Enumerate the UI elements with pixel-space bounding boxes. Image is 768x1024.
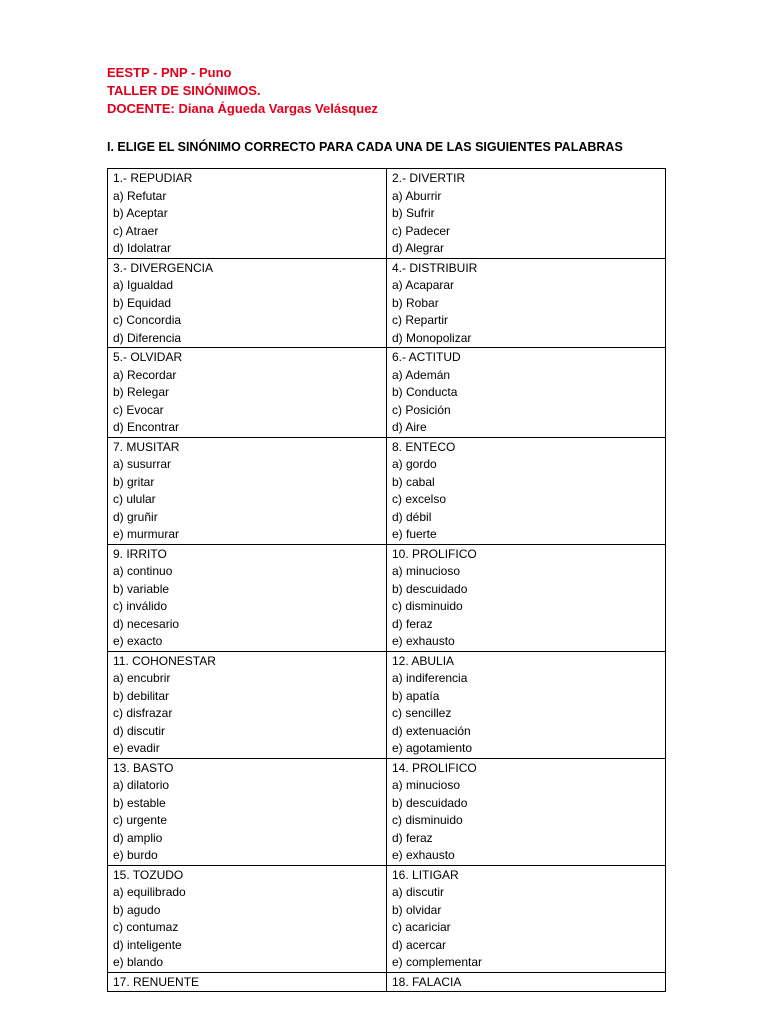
question-cell: [108, 651, 387, 758]
question-word: 11. COHONESTAR: [113, 653, 216, 668]
quiz-table-body: [108, 169, 666, 992]
question-cell: [387, 651, 666, 758]
question-cell: [387, 437, 666, 544]
question-word: 8. ENTECO: [392, 439, 456, 454]
question-word: 15. TOZUDO: [113, 867, 184, 882]
question-cell: [108, 865, 387, 972]
document-header: [107, 64, 378, 118]
question-cell: [108, 758, 387, 865]
school-name: EESTP - PNP - Puno: [107, 65, 232, 80]
question-cell: [387, 348, 666, 438]
quiz-row: [108, 437, 666, 544]
answer-option: c) excelso: [392, 492, 447, 506]
question-cell: [108, 258, 387, 348]
answer-option: c) urgente: [113, 813, 168, 827]
answer-option: c) Concordia: [113, 313, 182, 327]
question-cell: [108, 169, 387, 259]
answer-option: d) amplio: [113, 830, 163, 845]
question-word: 12. ABULIA: [392, 653, 455, 668]
answer-option: c) contumaz: [113, 920, 179, 934]
question-cell: [108, 972, 387, 992]
answer-option: a) susurrar: [113, 457, 172, 471]
answer-option: a) dilatorio: [113, 778, 170, 792]
answer-option: b) gritar: [113, 474, 155, 489]
question-word: 1.- REPUDIAR: [113, 171, 193, 185]
question-cell: [387, 865, 666, 972]
answer-option: d) Alegrar: [392, 241, 445, 255]
answer-option: e) burdo: [113, 848, 158, 862]
answer-option: a) continuo: [113, 564, 173, 578]
answer-option: c) Posición: [392, 402, 451, 417]
answer-option: a) encubrir: [113, 671, 171, 685]
question-word: 7. MUSITAR: [113, 439, 180, 454]
answer-option: c) sencillez: [392, 706, 452, 720]
answer-option: b) Sufrir: [392, 206, 435, 220]
quiz-row: [108, 651, 666, 758]
answer-option: a) Ademán: [392, 367, 451, 382]
quiz-row: [108, 865, 666, 972]
answer-option: a) gordo: [392, 457, 437, 471]
answer-option: b) Relegar: [113, 385, 170, 399]
question-cell: [387, 258, 666, 348]
answer-option: b) Conducta: [392, 385, 458, 399]
answer-option: e) exhausto: [392, 634, 455, 648]
answer-option: b) descuidado: [392, 581, 468, 596]
answer-option: a) discutir: [392, 885, 445, 899]
instruction-heading: I. ELIGE EL SINÓNIMO CORRECTO PARA CADA UNA DE LAS SIGUIENTES PALABRAS: [107, 140, 623, 154]
question-word: 9. IRRITO: [113, 546, 167, 561]
answer-option: c) ulular: [113, 492, 156, 506]
question-word: 4.- DISTRIBUIR: [392, 260, 478, 275]
question-word: 2.- DIVERTIR: [392, 171, 466, 185]
answer-option: d) extenuación: [392, 723, 471, 738]
answer-option: b) apatía: [392, 688, 440, 703]
answer-option: d) Monopolizar: [392, 330, 472, 345]
answer-option: d) Encontrar: [113, 420, 180, 434]
answer-option: e) fuerte: [392, 527, 437, 541]
answer-option: d) feraz: [392, 830, 433, 845]
answer-option: d) acercar: [392, 937, 447, 952]
answer-option: b) Equidad: [113, 295, 172, 310]
answer-option: b) Robar: [392, 295, 439, 310]
answer-option: d) discutir: [113, 723, 166, 738]
answer-option: e) agotamiento: [392, 741, 473, 755]
answer-option: e) evadir: [113, 741, 160, 755]
answer-option: d) inteligente: [113, 937, 182, 952]
quiz-row: [108, 258, 666, 348]
answer-option: a) Recordar: [113, 367, 177, 382]
question-cell: [387, 544, 666, 651]
answer-option: c) Atraer: [113, 223, 159, 238]
question-cell: [387, 972, 666, 992]
answer-option: b) olvidar: [392, 902, 442, 917]
answer-option: e) blando: [113, 955, 164, 969]
question-word: 10. PROLIFICO: [392, 546, 477, 561]
question-word: 6.- ACTITUD: [392, 350, 461, 364]
question-word: 18. FALACIA: [392, 974, 462, 989]
worksheet-title: TALLER DE SINÓNIMOS.: [107, 83, 261, 98]
answer-option: c) disfrazar: [113, 706, 173, 720]
answer-option: d) gruñir: [113, 509, 158, 524]
answer-option: c) acariciar: [392, 920, 451, 934]
question-word: 14. PROLIFICO: [392, 760, 477, 775]
question-cell: [387, 758, 666, 865]
answer-option: a) minucioso: [392, 778, 461, 792]
quiz-row: [108, 544, 666, 651]
answer-option: e) complementar: [392, 955, 483, 969]
answer-option: b) cabal: [392, 474, 435, 489]
answer-option: c) Padecer: [392, 223, 451, 238]
question-word: 13. BASTO: [113, 760, 174, 775]
question-word: 5.- OLVIDAR: [113, 350, 183, 364]
question-cell: [108, 544, 387, 651]
answer-option: b) agudo: [113, 902, 161, 917]
answer-option: a) Igualdad: [113, 278, 174, 292]
answer-option: e) exhausto: [392, 848, 455, 862]
answer-option: c) Repartir: [392, 313, 449, 327]
answer-option: a) minucioso: [392, 564, 461, 578]
answer-option: c) Evocar: [113, 402, 164, 417]
answer-option: d) Idolatrar: [113, 241, 172, 255]
answer-option: d) feraz: [392, 616, 433, 631]
answer-option: c) inválido: [113, 599, 168, 613]
quiz-row: [108, 972, 666, 992]
answer-option: d) necesario: [113, 616, 180, 631]
answer-option: e) exacto: [113, 634, 163, 648]
answer-option: b) debilitar: [113, 688, 170, 703]
quiz-row: [108, 348, 666, 438]
answer-option: b) Aceptar: [113, 206, 168, 220]
answer-option: d) Aire: [392, 420, 427, 434]
question-word: 16. LITIGAR: [392, 867, 459, 882]
answer-option: b) variable: [113, 581, 170, 596]
answer-option: a) indiferencia: [392, 671, 468, 685]
quiz-row: [108, 169, 666, 259]
answer-option: b) estable: [113, 795, 166, 810]
teacher-name: DOCENTE: Diana Águeda Vargas Velásquez: [107, 101, 378, 116]
question-cell: [108, 348, 387, 438]
quiz-row: [108, 758, 666, 865]
question-cell: [108, 437, 387, 544]
answer-option: a) Refutar: [113, 188, 167, 203]
answer-option: a) Acaparar: [392, 278, 455, 292]
answer-option: a) equilibrado: [113, 885, 186, 899]
answer-option: d) Diferencia: [113, 330, 182, 345]
question-cell: [387, 169, 666, 259]
question-word: 17. RENUENTE: [113, 974, 200, 989]
answer-option: d) débil: [392, 509, 432, 524]
answer-option: c) disminuido: [392, 813, 463, 827]
answer-option: b) descuidado: [392, 795, 468, 810]
answer-option: a) Aburrir: [392, 188, 442, 203]
question-word: 3.- DIVERGENCIA: [113, 260, 214, 275]
synonym-quiz-table: [107, 168, 666, 992]
answer-option: e) murmurar: [113, 527, 180, 541]
answer-option: c) disminuido: [392, 599, 463, 613]
